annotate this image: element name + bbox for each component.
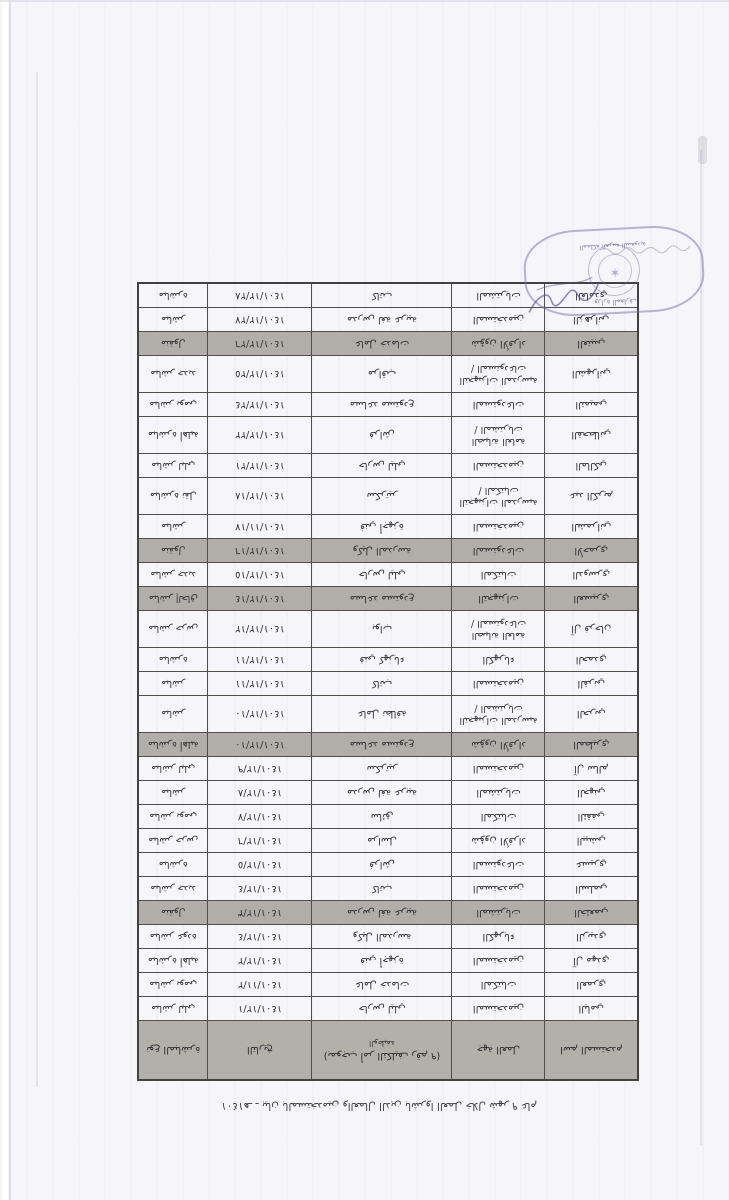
cell-remark: مباشر	[138, 308, 208, 332]
cell-dept: شؤون الأفراد	[452, 829, 545, 853]
cell-dept: المستخدمين	[452, 454, 545, 478]
table-row	[138, 417, 638, 454]
cell-date: ١٤٠١/١٢/٢٧	[208, 308, 312, 332]
cell-remark: منقول	[138, 539, 208, 563]
cell-date: ١٤٠١/١١/٢	[208, 973, 312, 997]
table-row	[138, 648, 638, 672]
cell-job: بواب	[312, 611, 452, 648]
cell-remark: مباشر حرس	[138, 611, 208, 648]
cell-name: الشمراني	[545, 515, 638, 539]
cell-date: ١٤٠١/١٢/٢	[208, 949, 312, 973]
cell-dept: المستخدمين	[452, 672, 545, 696]
cell-name: عبد الكريم	[545, 478, 638, 515]
table-row	[138, 973, 638, 997]
table-row	[138, 356, 638, 393]
stamp-text-bottom: المملكة العربية السعودية	[579, 240, 647, 252]
cell-job: حارس ليلي	[312, 563, 452, 587]
table-row	[138, 587, 638, 611]
stamp-emblem-icon: ✶	[587, 243, 642, 298]
table-row	[138, 393, 638, 417]
cell-date: ١٤٠١/١٢/١٦	[208, 539, 312, 563]
cell-date: ١٤٠١/١٢/١٥	[208, 563, 312, 587]
table-row	[138, 672, 638, 696]
cell-name: اليامي	[545, 997, 638, 1021]
cell-name: الخثعمي	[545, 901, 638, 925]
table-row	[138, 997, 638, 1021]
cell-name: الزبيدي	[545, 925, 638, 949]
cell-name: العمري	[545, 973, 638, 997]
cell-dept: التجهيزات	[452, 587, 545, 611]
column-header-remark: نوع المباشرة	[138, 1021, 208, 1081]
table-row	[138, 478, 638, 515]
scan-top-shadow	[0, 0, 729, 2]
cell-dept: المستودعات	[452, 853, 545, 877]
table-row	[138, 515, 638, 539]
signature-scribble	[524, 269, 605, 323]
cell-date: ١٤٠١/١٢/٢١	[208, 454, 312, 478]
cell-dept: الكهرباء	[452, 648, 545, 672]
cell-job: سائق	[312, 805, 452, 829]
cell-remark: مباشر جديد	[138, 563, 208, 587]
cell-job: كاتب	[312, 877, 452, 901]
cell-name: المالكي	[545, 454, 638, 478]
cell-remark: مباشرة	[138, 853, 208, 877]
cell-job: فني أجهزة	[312, 515, 452, 539]
cell-remark: مباشرة أهلية	[138, 733, 208, 757]
cell-name: آل سالم	[545, 757, 638, 781]
table-row	[138, 563, 638, 587]
table-row	[138, 853, 638, 877]
cell-job: مدرس لغة عربية	[312, 781, 452, 805]
table-row	[138, 696, 638, 733]
cell-date: ١٤٠١/١١/١٧	[208, 515, 312, 539]
cell-job: سكرتير	[312, 757, 452, 781]
table-row	[138, 611, 638, 648]
cell-remark: مباشر حرس	[138, 829, 208, 853]
table-row	[138, 454, 638, 478]
cell-remark: مباشر يومي	[138, 805, 208, 829]
cell-date: ١٤٠١/١٢/٢٢	[208, 417, 312, 454]
cell-date: ١٤٠١/١٢/٦	[208, 829, 312, 853]
cell-dept: التجهيزات المدرسية / المشتريات	[452, 696, 545, 733]
cell-dept: المكتبات	[452, 805, 545, 829]
employee-table	[137, 283, 639, 1082]
cell-remark: مباشر ليلي	[138, 454, 208, 478]
cell-date: ١٤٠١/١٢/١٢	[208, 611, 312, 648]
cell-remark: مباشر ليلي	[138, 757, 208, 781]
cell-name: الأحمري	[545, 539, 638, 563]
cell-dept: المشتريات	[452, 284, 545, 308]
cell-remark: مباشر عودة	[138, 925, 208, 949]
cell-name: الحربي	[545, 696, 638, 733]
cell-date: ١٤٠١/١٢/٣	[208, 901, 312, 925]
cell-job: مراسل	[312, 829, 452, 853]
cell-dept: التجهيزات المدرسية / المكتبات	[452, 478, 545, 515]
rotated-document	[24, 230, 704, 1120]
table-row	[138, 877, 638, 901]
cell-date: ١٤٠١/١٢/٤	[208, 925, 312, 949]
cell-remark: مباشر	[138, 781, 208, 805]
cell-job: سكرتير	[312, 478, 452, 515]
table-header	[138, 1021, 638, 1081]
cell-name: المطيري	[545, 733, 638, 757]
table-row	[138, 781, 638, 805]
table-row	[138, 805, 638, 829]
document-title: ١٤٠١هـ ـ بيان بالمستخدمين والعمال الذين باشروا العمل خلال شهر ٩ عام	[221, 1100, 537, 1112]
column-header-name: اسم المستخدم	[545, 1021, 638, 1081]
table-row	[138, 829, 638, 853]
cell-date: ١٤٠١/١٢/٢٥	[208, 356, 312, 393]
cell-remark: مباشر إلحاق	[138, 587, 208, 611]
cell-name: آل مهدي	[545, 949, 638, 973]
table-row	[138, 539, 638, 563]
cell-date: ١٤٠١/١٢/٥	[208, 853, 312, 877]
cell-name: العتيبي	[545, 332, 638, 356]
cell-date: ١٤٠١/١٢/١٠	[208, 696, 312, 733]
cell-job: مدرس لغة عربية	[312, 901, 452, 925]
cell-remark: مباشرة	[138, 284, 208, 308]
cell-job: مدرس لغة عربية	[312, 308, 452, 332]
pencil-note-scribble	[596, 238, 692, 258]
cell-job: فراش	[312, 853, 452, 877]
cell-dept: المستودعات	[452, 393, 545, 417]
cell-dept: المستخدمين	[452, 949, 545, 973]
cell-remark: مباشر جديد	[138, 356, 208, 393]
cell-remark: مباشر	[138, 515, 208, 539]
cell-job: كاتب	[312, 672, 452, 696]
cell-date: ١٤٠١/١٢/٢٤	[208, 393, 312, 417]
cell-job: فراش	[312, 417, 452, 454]
cell-name: التميمي	[545, 393, 638, 417]
cell-date: ١٤٠١/١٢/٩	[208, 757, 312, 781]
cell-dept: المشتريات	[452, 901, 545, 925]
cell-remark: مباشر	[138, 696, 208, 733]
cell-job: مساعد مستودع	[312, 733, 452, 757]
cell-name: الحمدي	[545, 648, 638, 672]
cell-dept: الصيانة العامة / المشتريات	[452, 417, 545, 454]
table-row	[138, 901, 638, 925]
column-header-job: (بموجب أمر التكليف رقم ٩) الوظيفة	[312, 1021, 452, 1081]
cell-name: الزهراني	[545, 308, 638, 332]
cell-job: مساعد مستودع	[312, 587, 452, 611]
cell-date: ١٤٠١/١٢/٢٦	[208, 332, 312, 356]
cell-dept: المستخدمين	[452, 997, 545, 1021]
cell-date: ١٤٠١/١٢/١٤	[208, 587, 312, 611]
cell-date: ١٤٠١/١٢/١١	[208, 648, 312, 672]
cell-remark: مباشرة	[138, 648, 208, 672]
cell-name: الشهراني	[545, 356, 638, 393]
table-row	[138, 925, 638, 949]
cell-date: ١٤٠١/١٢/١٠	[208, 733, 312, 757]
cell-job: عامل خدمات	[312, 973, 452, 997]
cell-dept: التجهيزات المدرسية / المستودعات	[452, 356, 545, 393]
cell-job: عامل نظافة	[312, 696, 452, 733]
cell-name: الثقفي	[545, 805, 638, 829]
cell-dept: المستخدمين	[452, 515, 545, 539]
column-header-dept: جهة العمل	[452, 1021, 545, 1081]
cell-job: وكيل المدرسة	[312, 539, 452, 563]
cell-job: وكيل المدرسة	[312, 925, 452, 949]
cell-dept: الصيانة العامة / المستودعات	[452, 611, 545, 648]
cell-dept: المستخدمين	[452, 308, 545, 332]
cell-dept: المكتبات	[452, 563, 545, 587]
cell-name: البيشي	[545, 829, 638, 853]
scan-right-smudge	[698, 136, 707, 164]
stamp-text-top: وزارة المعارف	[594, 296, 637, 308]
cell-name: القرني	[545, 672, 638, 696]
cell-job: كاتب	[312, 284, 452, 308]
cell-name: آل فرحان	[545, 611, 638, 648]
table-row	[138, 332, 638, 356]
cell-remark: مباشرة أهلية	[138, 949, 208, 973]
cell-remark: مباشر يومي	[138, 393, 208, 417]
cell-remark: منقول	[138, 901, 208, 925]
cell-job: فني كهرباء	[312, 648, 452, 672]
cell-dept: المكتبات	[452, 973, 545, 997]
table-row	[138, 949, 638, 973]
cell-date: ١٤٠١/١٢/٢٨	[208, 284, 312, 308]
cell-remark: مباشرة نقل	[138, 478, 208, 515]
cell-name: السلمي	[545, 877, 638, 901]
cell-name: الجهني	[545, 781, 638, 805]
cell-remark: مباشرة أهلية	[138, 417, 208, 454]
cell-remark: مباشر	[138, 672, 208, 696]
cell-job: فني أجهزة	[312, 949, 452, 973]
cell-date: ١٤٠١/١٢/١١	[208, 672, 312, 696]
cell-dept: المستودعات	[452, 539, 545, 563]
cell-job: حارس ليلي	[312, 997, 452, 1021]
cell-dept: شؤون الأفراد	[452, 332, 545, 356]
cell-dept: المشتريات	[452, 781, 545, 805]
cell-name: عسيري	[545, 853, 638, 877]
cell-name: الغامدي	[545, 284, 638, 308]
cell-date: ١٤٠١/١٢/١٨	[208, 478, 312, 515]
cell-job: مساعد مستودع	[312, 393, 452, 417]
cell-name: الدوسري	[545, 563, 638, 587]
cell-dept: المستخدمين	[452, 877, 545, 901]
cell-job: عامل خدمات	[312, 332, 452, 356]
cell-date: ١٤٠١/١٢/٧	[208, 805, 312, 829]
cell-name: العسيري	[545, 587, 638, 611]
cell-name: القحطاني	[545, 417, 638, 454]
cell-remark: مباشر جديد	[138, 877, 208, 901]
table-row	[138, 733, 638, 757]
cell-job: مراقب	[312, 356, 452, 393]
cell-dept: شؤون الأفراد	[452, 733, 545, 757]
cell-date: ١٤٠١/١٢/٤	[208, 877, 312, 901]
cell-remark: مباشر ليلي	[138, 997, 208, 1021]
cell-date: ١٤٠١/١٢/١	[208, 997, 312, 1021]
cell-dept: الكهرباء	[452, 925, 545, 949]
cell-job: حارس ليلي	[312, 454, 452, 478]
cell-remark: منقول	[138, 332, 208, 356]
scan-left-edge-line	[9, 0, 11, 1200]
table-row	[138, 757, 638, 781]
cell-dept: المستخدمين	[452, 757, 545, 781]
cell-date: ١٤٠١/١٢/٨	[208, 781, 312, 805]
cell-remark: مباشر يومي	[138, 973, 208, 997]
column-header-date: التاريخ	[208, 1021, 312, 1081]
